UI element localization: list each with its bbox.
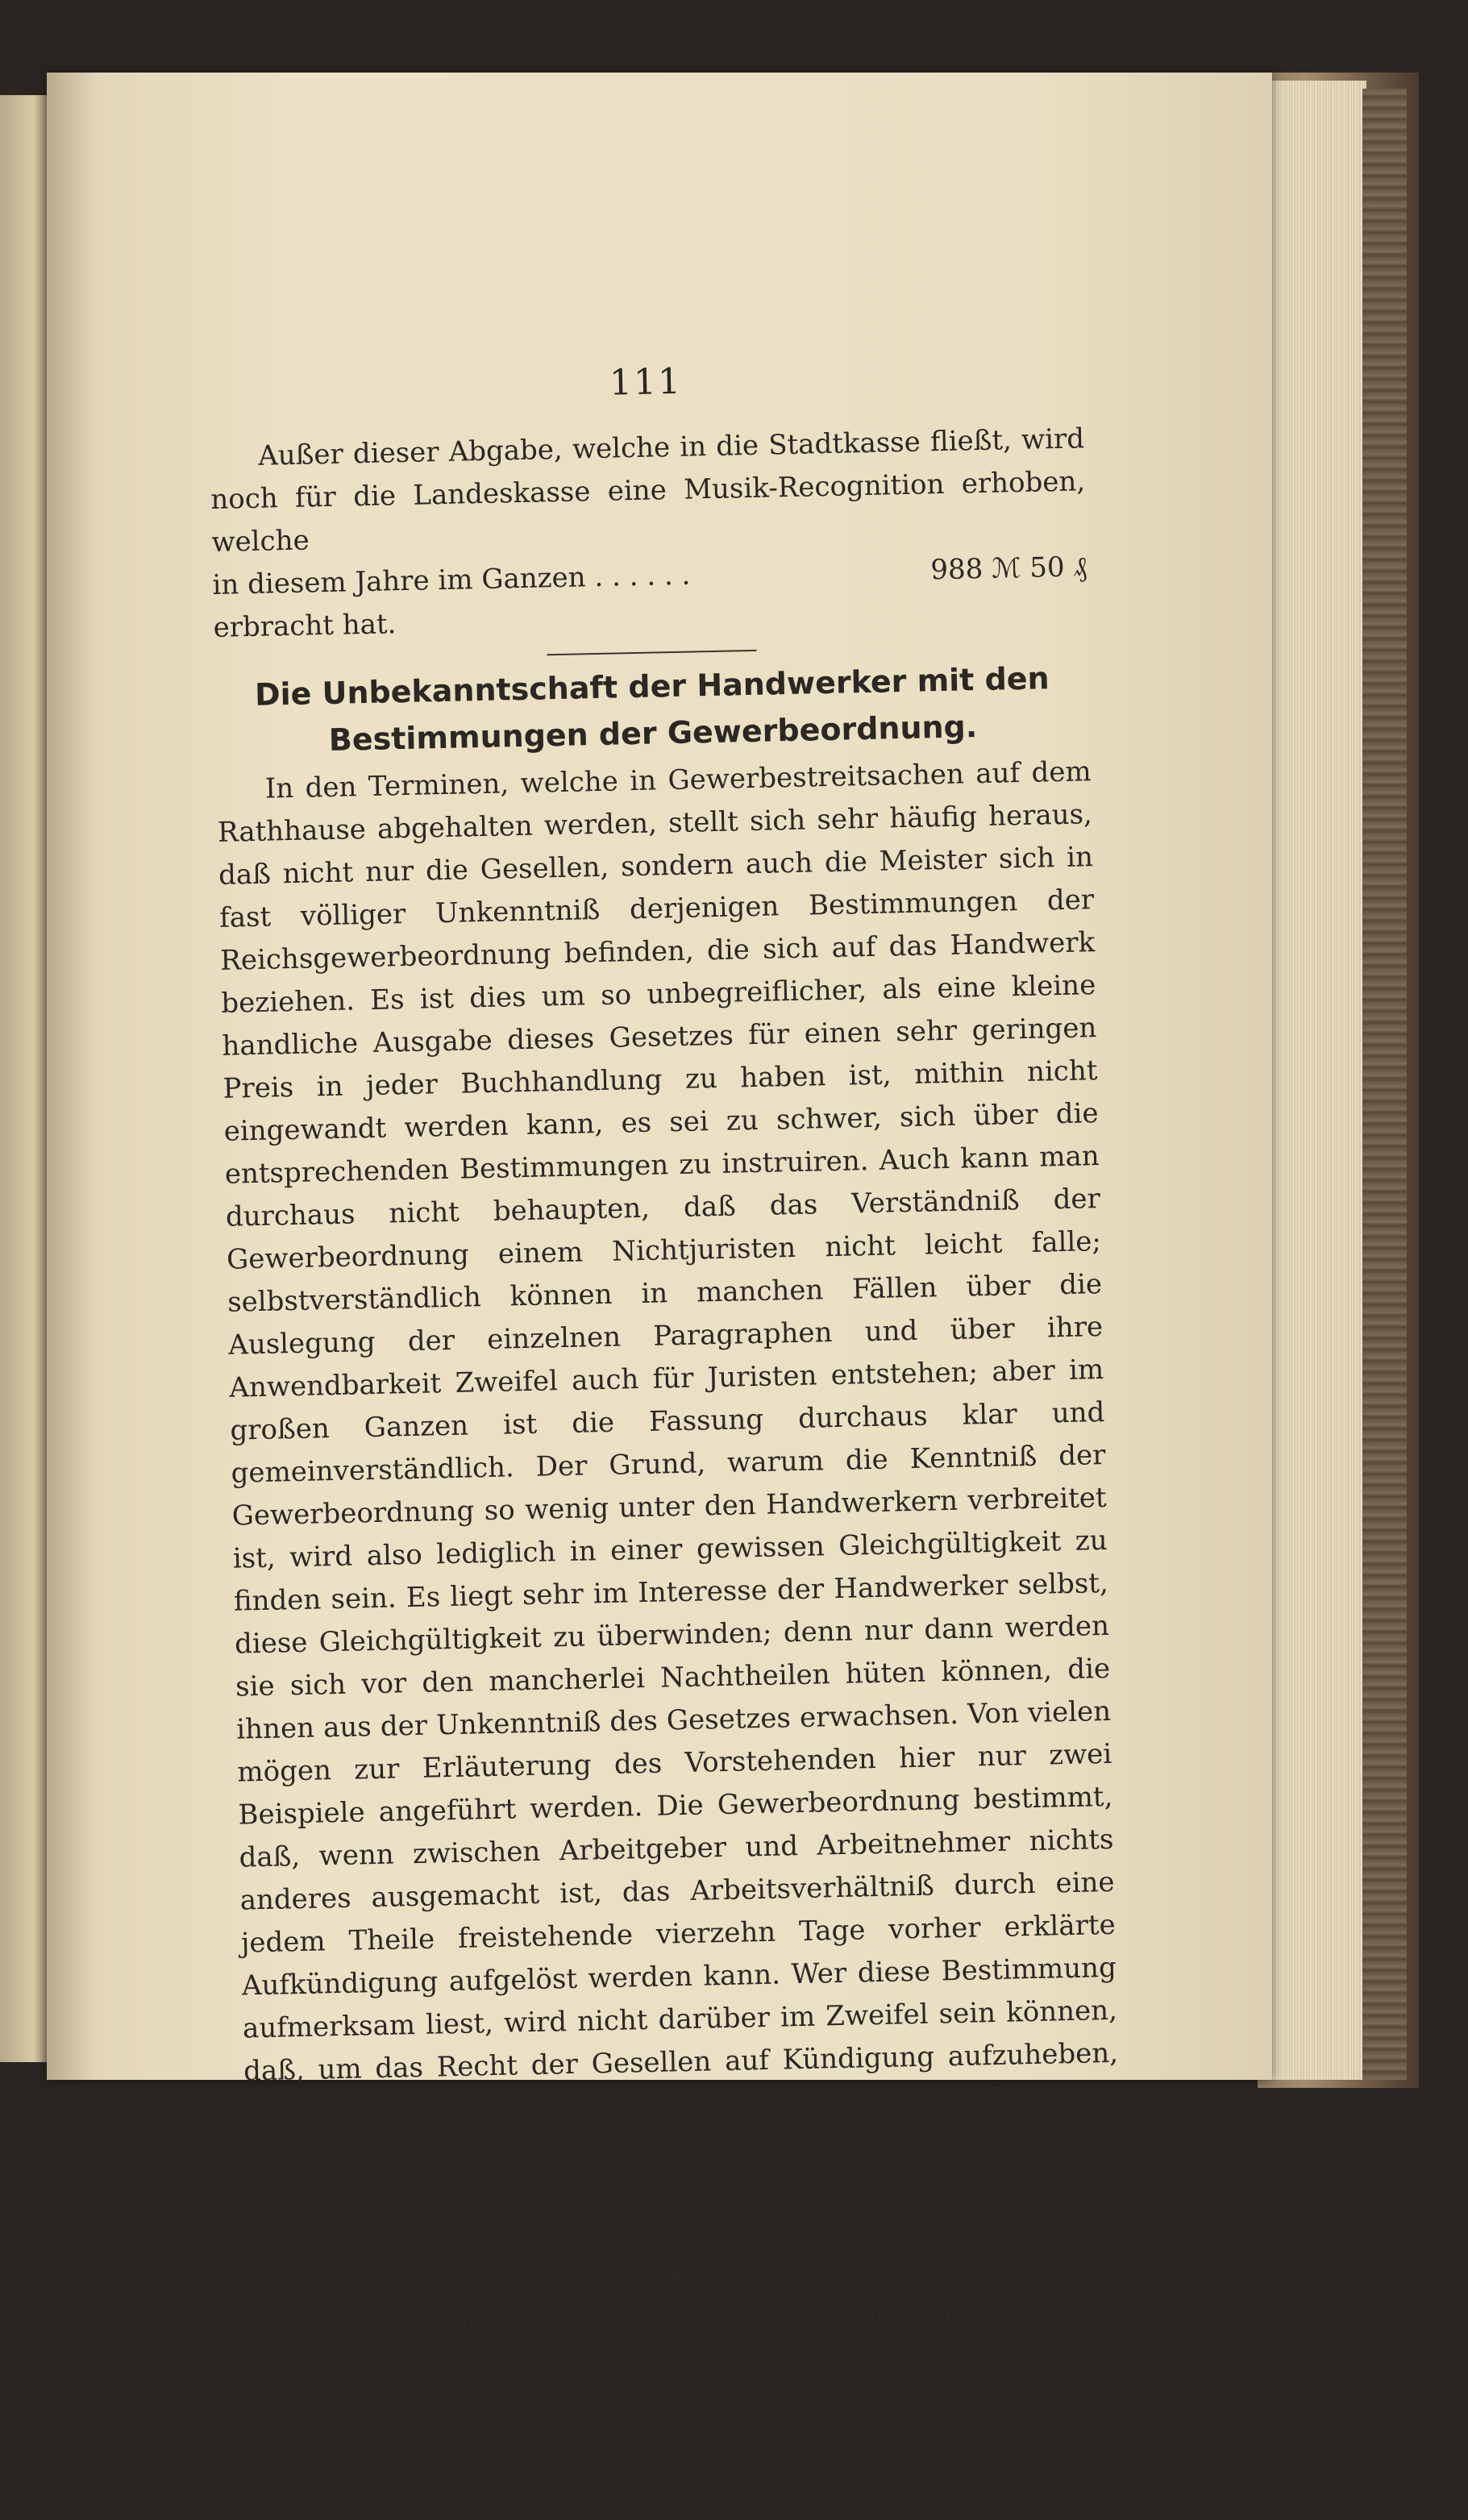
- body-paragraph: In den Terminen, welche in Gewerbestreitsachen auf dem Rathhause abgehalten werden, stellt sich sehr häufig heraus, daß nicht nur die Gesellen, sondern auch die Meister sich in fast völliger Unkenntniß derjenigen Bestimmungen der Reichsgewerbeordnung befinden, die sich auf das Handwerk beziehen. Es ist dies um so unbegreiflicher, als eine kleine handliche Ausgabe dieses Gesetzes für einen sehr geringen Preis in jeder Buchhandlung zu haben ist, mithin nicht eingewandt werden kann, es sei zu schwer, sich über die entsprechenden Bestimmungen zu instruiren. Auch kann man durchaus nicht behaupten, daß das Verständniß der Gewerbeordnung einem Nichtjuristen nicht leicht falle; selbstverständlich können in manchen Fällen über die Auslegung der einzelnen Paragraphen und über ihre Anwendbarkeit Zweifel auch für Juristen entstehen; aber im großen Ganzen ist die Fassung durchaus klar und gemeinverständlich. Der Grund, warum die Kenntniß der Gewerbeordnung so wenig unter den Handwerkern verbreitet ist, wird also lediglich in einer gewissen Gleichgültigkeit zu finden sein. Es liegt sehr im Interesse der Handwerker selbst, diese Gleichgültigkeit zu überwinden; denn nur dann werden sie sich vor den mancherlei Nachtheilen hüten können, die ihnen aus der Unkenntniß des Gesetzes erwachsen. Von vielen mögen zur Erläuterung des Vorstehenden hier nur zwei Beispiele angeführt werden. Die Gewerbeordnung bestimmt, daß, wenn zwischen Arbeitgeber und Arbeitnehmer nichts anderes ausgemacht ist, das Arbeitsverhältniß durch eine jedem Theile freistehende vierzehn Tage vorher erklärte Aufkündigung aufgelöst werden kann. Wer diese Bestimmung aufmerksam liest, wird nicht darüber im Zweifel sein können, daß, um das Recht der Gesellen auf Kündigung aufzuheben, eine bezügliche ausdrückliche Verabredung zwischen den Partheien bei Abschluß des Arbeitsvertrages getroffen sein muß. Und doch nehmen viele Meister an, daß für jeden Gesellen, der bei ihnen in Arbeit tritt, ohne specielle Verabredung das Recht auf Kündigung nicht existirt, wenn vorher von ihnen mit andern Gesellen eine dahin gehende Vereinbarung getroffen ist. Diese Ansicht wird dann wohl mit den Worten ausgedrückt:: [217, 755, 1125, 2430]
- quote-text: „Ich habe in meinem Geschäfte keine Kündigung.“: [251, 2428, 773, 2515]
- page-number: 111: [609, 360, 683, 404]
- section-heading-line1: Die Unbekanntschaft der Handwerker mit den: [254, 660, 1050, 713]
- section-divider: [547, 650, 756, 655]
- closing-line: [252, 2417, 1128, 2520]
- intro-paragraph: Außer dieser Abgabe, welche in die Stadtkasse fließt, wird noch für die Landeskasse eine Musik-Recognition erhoben, welche: [210, 422, 1086, 559]
- section-heading-line2: Bestimmungen der Gewerbeordnung.: [328, 709, 978, 758]
- continued-note: (Schluß folgt.): [933, 2422, 1042, 2501]
- intro-end: erbracht hat.: [213, 608, 397, 644]
- page-text: [208, 352, 1128, 2520]
- amount-value: 988 ℳ 50 ₰: [930, 551, 1087, 587]
- amount-label: in diesem Jahre im Ganzen . . . . . .: [212, 559, 691, 601]
- book-page: [47, 73, 1272, 2515]
- page-stack: [1262, 81, 1366, 2080]
- cover-strip: [1362, 89, 1407, 2080]
